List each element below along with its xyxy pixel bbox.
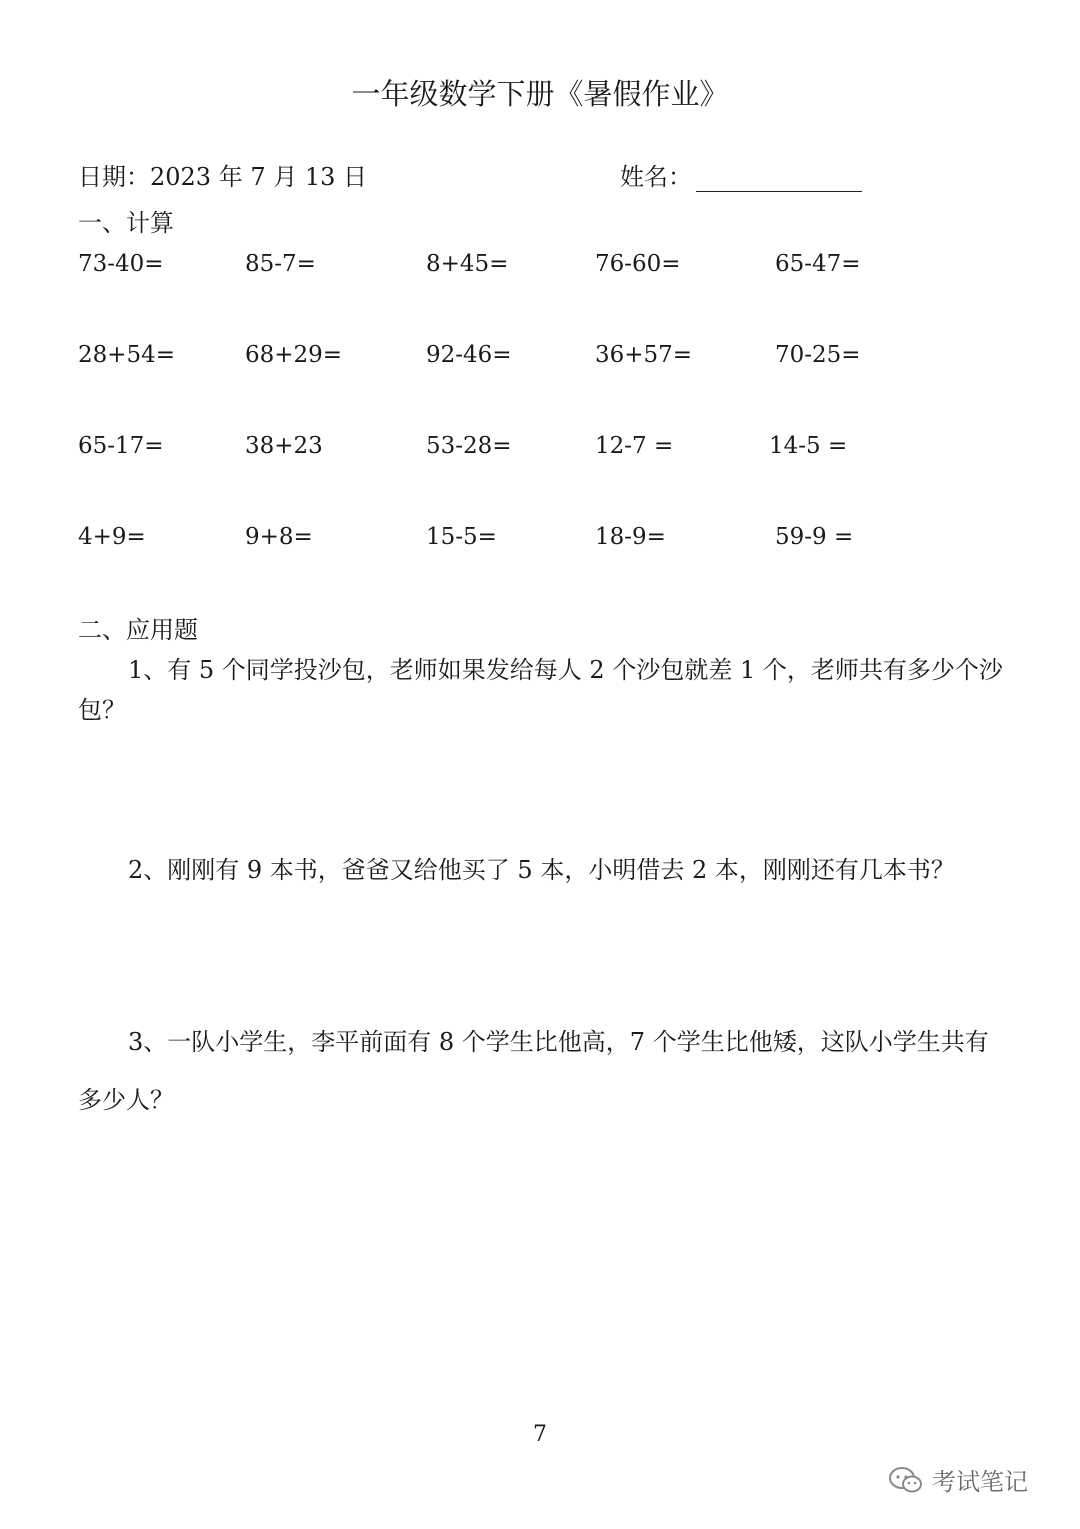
calc-problem: 28+54=	[78, 342, 176, 368]
word-problem-2: 2、刚刚有 9 本书，爸爸又给他买了 5 本，小明借去 2 本，刚刚还有几本书？	[128, 856, 955, 884]
name-blank-line	[696, 165, 862, 192]
calc-problem: 15-5=	[426, 524, 497, 550]
section1-heading: 一、计算	[78, 209, 174, 237]
wechat-icon	[888, 1466, 924, 1494]
page-number: 7	[533, 1422, 547, 1447]
calc-problem: 73-40=	[78, 251, 164, 277]
section2-heading: 二、应用题	[78, 616, 198, 644]
name-field	[620, 157, 862, 192]
calc-problem: 36+57=	[595, 342, 693, 368]
calc-problem: 65-17=	[78, 433, 164, 459]
calc-problem: 70-25=	[775, 342, 861, 368]
word-problem-1: 1、有 5 个同学投沙包，老师如果发给每人 2 个沙包就差 1 个，老师共有多少个沙包？	[78, 656, 1003, 724]
calc-problem: 12-7 =	[595, 433, 674, 459]
calc-problem: 76-60=	[595, 251, 681, 277]
calc-problem: 14-5 =	[769, 433, 848, 459]
calc-problem: 59-9 =	[775, 524, 854, 550]
watermark	[888, 1462, 1028, 1497]
calc-problem: 8+45=	[426, 251, 509, 277]
calc-problem: 85-7=	[245, 251, 316, 277]
name-label: 姓名：	[620, 163, 692, 191]
calc-problem: 18-9=	[595, 524, 666, 550]
date-label: 日期：2023 年 7 月 13 日	[78, 163, 368, 191]
word-problem-3: 3、一队小学生，李平前面有 8 个学生比他高，7 个学生比他矮，这队小学生共有多少人？	[78, 1028, 989, 1114]
calc-problem: 53-28=	[426, 433, 512, 459]
calc-problem: 38+23	[245, 433, 323, 459]
calc-problem: 9+8=	[245, 524, 313, 550]
watermark-text: 考试笔记	[932, 1468, 1028, 1496]
page-title: 一年级数学下册《暑假作业》	[351, 77, 729, 111]
calc-problem: 92-46=	[426, 342, 512, 368]
calc-problem: 68+29=	[245, 342, 343, 368]
calc-problem: 4+9=	[78, 524, 146, 550]
calc-problem: 65-47=	[775, 251, 861, 277]
